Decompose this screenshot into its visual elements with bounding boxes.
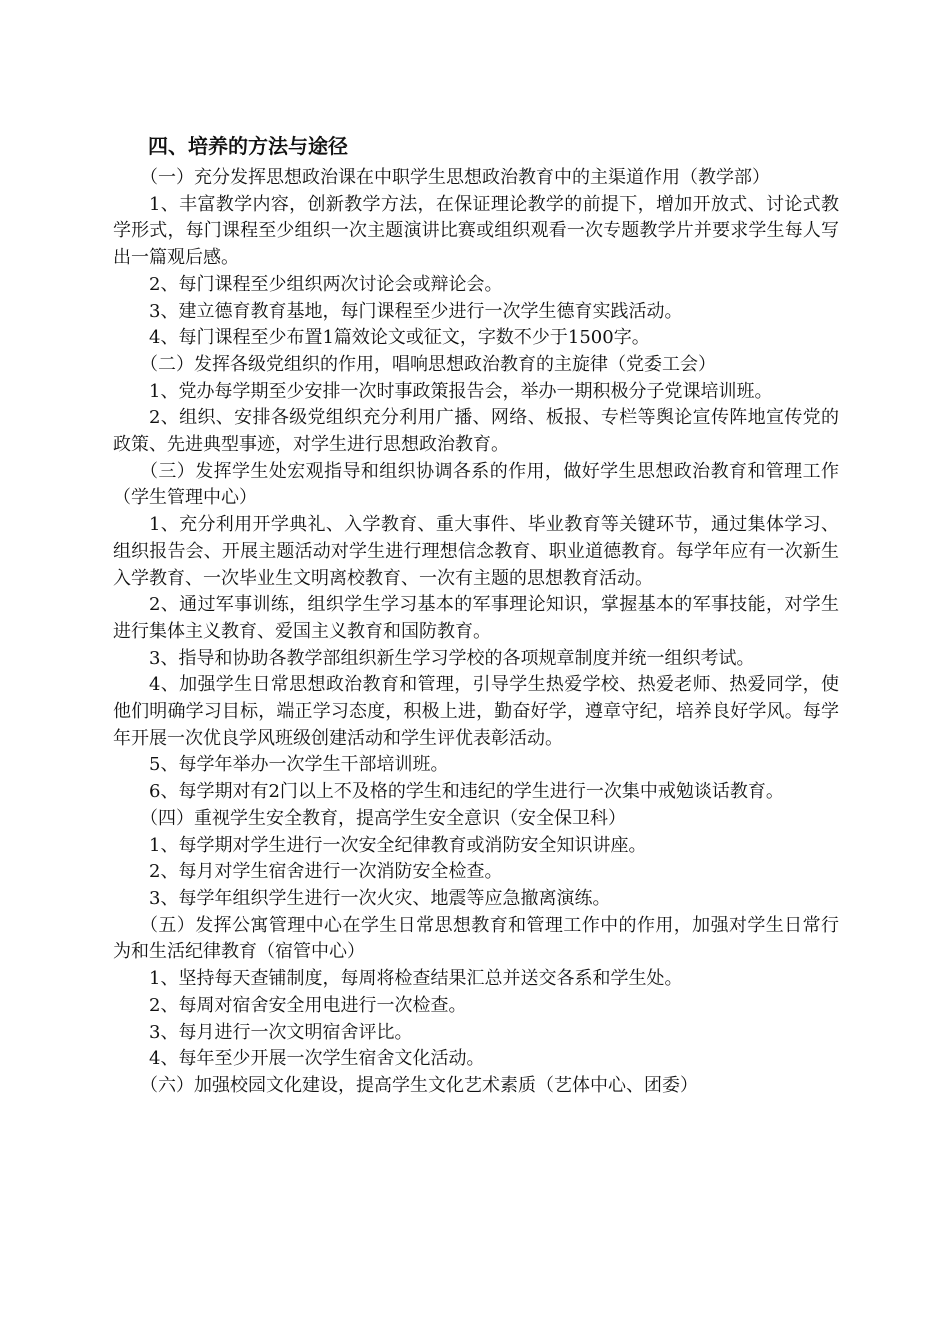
list-item: 1、充分利用开学典礼、入学教育、重大事件、毕业教育等关键环节，通过集体学习、组织报告会、开展主题活动对学生进行理想信念教育、职业道德教育。每学年应有一次新生入学教育、一次毕业生文明离校教育、一次有主题的思想教育活动。 — [113, 514, 839, 589]
subsection-heading: （二）发挥各级党组织的作用，唱响思想政治教育的主旋律（党委工会） — [140, 353, 716, 375]
list-item: 4、每年至少开展一次学生宿舍文化活动。 — [149, 1048, 485, 1070]
list-item: 2、每门课程至少组织两次讨论会或辩论会。 — [149, 273, 503, 295]
list-item: 4、每门课程至少布置1篇效论文或征文，字数不少于1500字。 — [149, 327, 650, 349]
list-item: 3、每学年组织学生进行一次火灾、地震等应急撤离演练。 — [149, 887, 611, 909]
subsection-heading: （三）发挥学生处宏观指导和组织协调各系的作用，做好学生思想政治教育和管理工作（学生管理中心） — [113, 460, 839, 509]
document-body — [113, 165, 839, 1100]
list-item: 5、每学年举办一次学生干部培训班。 — [149, 754, 449, 776]
list-item: 1、每学期对学生进行一次安全纪律教育或消防安全知识讲座。 — [149, 834, 647, 856]
list-item: 3、建立德育教育基地，每门课程至少进行一次学生德育实践活动。 — [149, 300, 683, 322]
list-item: 1、坚持每天查铺制度，每周将检查结果汇总并送交各系和学生处。 — [149, 968, 683, 990]
subsection-heading: （六）加强校园文化建设，提高学生文化艺术素质（艺体中心、团委） — [140, 1074, 698, 1096]
list-item: 3、每月进行一次文明宿舍评比。 — [149, 1021, 413, 1043]
list-item: 2、每月对学生宿舍进行一次消防安全检查。 — [149, 861, 503, 883]
list-item: 6、每学期对有2门以上不及格的学生和违纪的学生进行一次集中戒勉谈话教育。 — [149, 781, 784, 803]
list-item: 2、通过军事训练，组织学生学习基本的军事理论知识，掌握基本的军事技能，对学生进行集体主义教育、爱国主义教育和国防教育。 — [113, 594, 839, 642]
section-heading: 四、培养的方法与途径 — [148, 134, 348, 158]
subsection-heading: （一）充分发挥思想政治课在中职学生思想政治教育中的主渠道作用（教学部） — [140, 167, 770, 188]
list-item: 2、每周对宿舍安全用电进行一次检查。 — [149, 994, 467, 1016]
list-item: 1、党办每学期至少安排一次时事政策报告会，举办一期积极分子党课培训班。 — [149, 380, 773, 402]
list-item: 3、指导和协助各教学部组织新生学习学校的各项规章制度并统一组织考试。 — [149, 647, 755, 669]
list-item: 4、加强学生日常思想政治教育和管理，引导学生热爱学校、热爱老师、热爱同学，使他们明确学习目标，端正学习态度，积极上进，勤奋好学，遵章守纪，培养良好学风。每学年开展一次优良学风班级创建活动和学生评优表彰活动。 — [113, 674, 839, 749]
list-item: 2、组织、安排各级党组织充分利用广播、网络、板报、专栏等舆论宣传阵地宣传党的政策、先进典型事迹，对学生进行思想政治教育。 — [113, 407, 839, 456]
subsection-heading: （五）发挥公寓管理中心在学生日常思想教育和管理工作中的作用，加强对学生日常行为和生活纪律教育（宿管中心） — [113, 914, 839, 963]
subsection-heading: （四）重视学生安全教育，提高学生安全意识（安全保卫科） — [140, 807, 626, 829]
list-item: 1、丰富教学内容，创新教学方法，在保证理论教学的前提下，增加开放式、讨论式教学形式，每门课程至少组织一次主题演讲比赛或组织观看一次专题教学片并要求学生每人写出一篇观后感。 — [113, 193, 839, 269]
